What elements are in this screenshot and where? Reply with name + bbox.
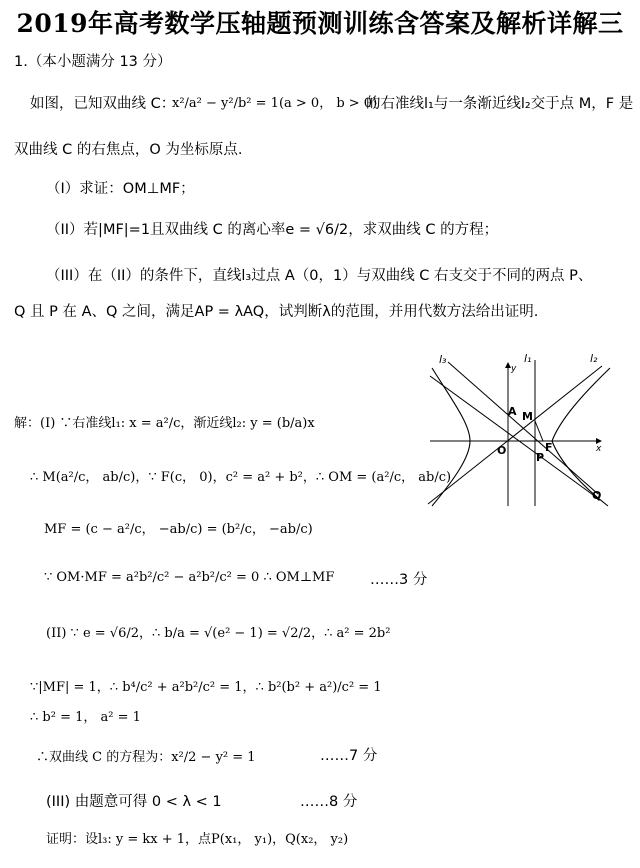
- label-x-axis: x: [596, 444, 602, 454]
- label-l3: l₃: [439, 353, 447, 366]
- score-7: ……7 分: [320, 748, 378, 764]
- solution-line9: (III) 由题意可得 0 < λ < 1: [46, 794, 222, 810]
- asymptote-line: [430, 376, 600, 500]
- solution-line4: ∵ OM·MF = a²b²/c² − a²b²/c² = 0 ∴ OM⊥MF: [44, 570, 335, 585]
- solution-line10: 证明：设l₃: y = kx + 1，点P(x₁， y₁)，Q(x₂， y₂): [46, 832, 349, 847]
- solution-line6: ∵|MF| = 1，∴ b⁴/c² + a²b²/c² = 1，∴ b²(b² + a²)/c² = 1: [30, 680, 382, 695]
- label-point-a: A: [508, 405, 517, 418]
- problem-part3-line1: （III）在（II）的条件下，直线l₃过点 A（0，1）与双曲线 C 右支交于不同的两点 P、: [46, 268, 593, 284]
- segment-mf: [535, 421, 543, 441]
- problem-part2: （II）若|MF|=1且双曲线 C 的离心率e = √6/2，求双曲线 C 的方程；: [46, 222, 499, 238]
- label-y-axis: y: [511, 364, 517, 374]
- label-point-o: O: [497, 444, 507, 457]
- label-point-m: M: [522, 410, 533, 423]
- solution-line2: ∴ M(a²/c， ab/c)，∵ F(c， 0)，c² = a² + b²，∴ OM = (a²/c， ab/c): [30, 470, 452, 485]
- hyperbola-equation: x²/a² − y²/b² = 1(a > 0， b > 0): [172, 96, 378, 111]
- problem-header: 1.（本小题满分 13 分）: [14, 54, 172, 70]
- solution-line7: ∴ b² = 1， a² = 1: [30, 710, 141, 725]
- solution-line5: (II) ∵ e = √6/2，∴ b/a = √(e² − 1) = √2/2，∴ a² = 2b²: [46, 626, 391, 641]
- problem-intro-start: 如图，已知双曲线 C：: [30, 96, 176, 112]
- problem-intro-line2: 双曲线 C 的右焦点，O 为坐标原点.: [14, 142, 243, 158]
- label-l2: l₂: [590, 352, 598, 365]
- hyperbola-figure: [412, 350, 618, 510]
- score-3: ……3 分: [370, 572, 428, 588]
- label-l1: l₁: [524, 352, 532, 365]
- problem-part1: （I）求证：OM⊥MF；: [46, 181, 195, 197]
- solution-line3: MF = (c − a²/c， −ab/c) = (b²/c， −ab/c): [44, 522, 313, 537]
- asymptote-l2: [428, 366, 602, 504]
- score-8: ……8 分: [300, 794, 358, 810]
- label-point-q: Q: [592, 489, 602, 502]
- solution-line8: ∴双曲线 C 的方程为：x²/2 − y² = 1: [36, 750, 256, 765]
- document-title: 2019年高考数学压轴题预测训练含答案及解析详解三: [16, 9, 624, 38]
- solution-line1: 解：(I) ∵右准线l₁: x = a²/c，渐近线l₂: y = (b/a)x: [14, 416, 315, 431]
- label-point-f: F: [545, 441, 553, 454]
- line-l3: [448, 362, 598, 494]
- problem-part3-line2: Q 且 P 在 A、Q 之间，满足AP = λAQ，试判断λ的范围，并用代数方法给出证明.: [14, 304, 539, 320]
- problem-intro-end: 的右准线l₁与一条渐近线l₂交于点 M，F 是: [366, 96, 634, 112]
- hyperbola-right-branch: [552, 368, 610, 506]
- label-point-p: P: [536, 451, 545, 464]
